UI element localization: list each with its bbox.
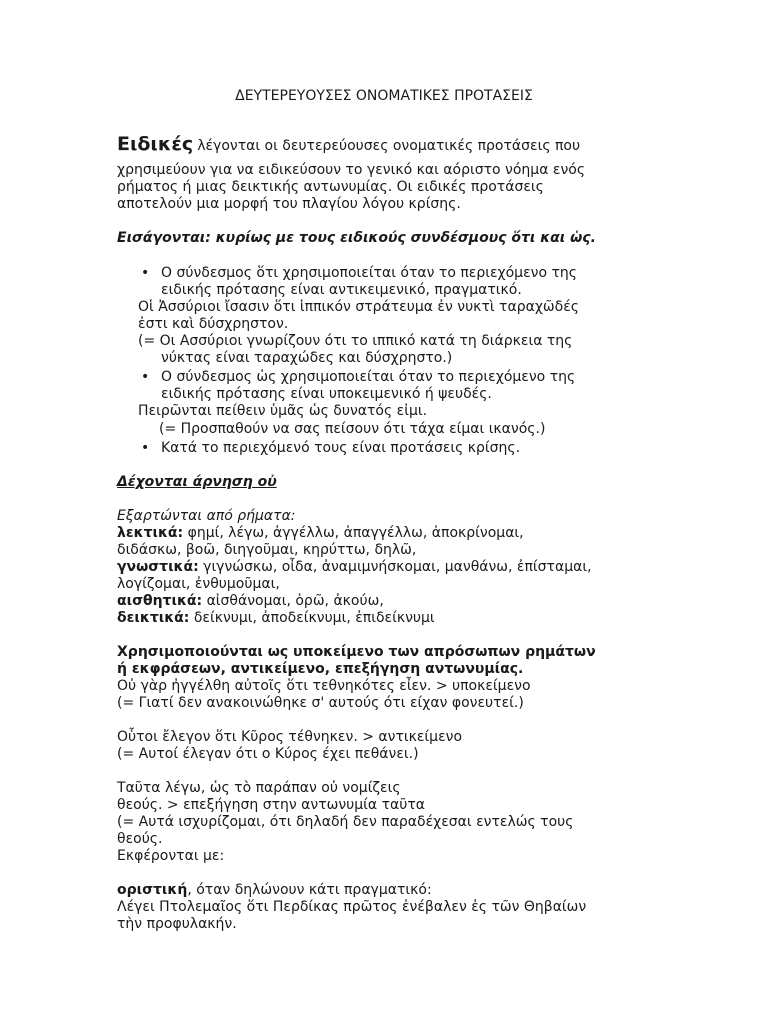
intro-line-2: χρησιμεύουν για να ειδικεύσουν το γενικό και αόριστο νόημα ενός: [117, 162, 586, 178]
example-3-greek-2: θεούς. > επεξήγηση στην αντωνυμία ταῦτα: [117, 797, 425, 813]
bullet-1-example-2: ἐστι καὶ δύσχρηστον.: [138, 316, 289, 332]
intro-term: Ειδικές: [117, 133, 194, 155]
example-3-translation-2: θεούς.: [117, 831, 163, 847]
intro-text-1: λέγονται οι δευτερεύουσες ονοματικές προτάσεις που: [197, 138, 581, 154]
gnostika-verbs-1: γιγνώσκω, οἶδα, ἀναμιμνήσκομαι, μανθάνω, ἐπίσταμαι,: [203, 559, 592, 575]
oristiki-line: [117, 882, 432, 899]
expressed-with: Εκφέρονται με:: [117, 848, 225, 864]
bullet-marker-3: •: [141, 440, 150, 456]
bullet-2-line-1: Ο σύνδεσμος ὡς χρησιμοποιείται όταν το περιεχόμενο της: [161, 369, 576, 385]
intro-line-4: αποτελούν μια μορφή του πλαγίου λόγου κρίσης.: [117, 196, 461, 212]
example-2-greek: Οὗτοι ἔλεγον ὅτι Κῦρος τέθνηκεν. > αντικείμενο: [117, 729, 463, 745]
aisthitika-verbs: αἰσθάνομαι, ὁρῶ, ἀκούω,: [206, 593, 384, 609]
bullet-1-translation-2: νύκτας είναι ταραχώδες και δύσχρηστο.): [161, 350, 453, 366]
depend-heading: Εξαρτώνται από ρήματα:: [117, 508, 296, 524]
example-1-translation: (= Γιατί δεν ανακοινώθηκε σ' αυτούς ότι είχαν φονευτεί.): [117, 695, 524, 711]
oristiki-text: , όταν δηλώνουν κάτι πραγματικό:: [187, 882, 432, 898]
aisthitika-label: αισθητικά:: [117, 593, 203, 609]
usage-heading-2: ή εκφράσεων, αντικείμενο, επεξήγηση αντωνυμίας.: [117, 661, 524, 677]
bullet-1-translation-1: (= Οι Ασσύριοι γνωρίζουν ότι το ιππικό κατά τη διάρκεια της: [138, 333, 573, 349]
aisthitika-line: [117, 593, 384, 610]
gnostika-line-1: [117, 559, 592, 576]
oristiki-label: οριστική: [117, 882, 188, 898]
example-1-greek: Οὐ γὰρ ἠγγέλθη αὐτοῖς ὅτι τεθνηκότες εἶεν. > υποκείμενο: [117, 678, 531, 694]
bullet-2-line-2: ειδικής πρότασης είναι υποκειμενικό ή ψευδές.: [161, 386, 492, 402]
introduced-heading: Εισάγονται: κυρίως με τους ειδικούς συνδέσμους ὅτι και ὡς.: [117, 230, 596, 246]
intro-line-1: [117, 133, 581, 155]
gnostika-label: γνωστικά:: [117, 559, 199, 575]
gnostika-line-2: λογίζομαι, ἐνθυμοῦμαι,: [117, 576, 280, 592]
page-title: ΔΕΥΤΕΡΕΥΟΥΣΕΣ ΟΝΟΜΑΤΙΚΕΣ ΠΡΟΤΑΣΕΙΣ: [235, 88, 533, 104]
bullet-marker-1: •: [141, 265, 150, 281]
example-3-translation-1: (= Αυτά ισχυρίζομαι, ότι δηλαδή δεν παραδέχεσαι εντελώς τους: [117, 814, 574, 830]
deiktika-line: [117, 610, 435, 627]
bullet-3-line-1: Κατά το περιεχόμενό τους είναι προτάσεις κρίσης.: [161, 440, 521, 456]
oristiki-example-2: τὴν προφυλακήν.: [117, 916, 237, 932]
usage-heading-1: Χρησιμοποιούνται ως υποκείμενο των απρόσωπων ρημάτων: [117, 644, 596, 660]
example-3-greek-1: Ταῦτα λέγω, ὡς τὸ παράπαν οὐ νομίζεις: [117, 780, 401, 796]
oristiki-example-1: Λέγει Πτολεμαῖος ὅτι Περδίκας πρῶτος ἐνέβαλεν ἐς τῶν Θηβαίων: [117, 899, 587, 915]
bullet-1-line-1: Ο σύνδεσμος ὅτι χρησιμοποιείται όταν το περιεχόμενο της: [161, 265, 578, 281]
bullet-2-translation-1: (= Προσπαθούν να σας πείσουν ότι τάχα είμαι ικανός.): [159, 421, 546, 437]
bullet-1-line-2: ειδικής πρότασης είναι αντικειμενικό, πραγματικό.: [161, 282, 522, 298]
example-2-translation: (= Αυτοί έλεγαν ότι ο Κύρος έχει πεθάνει.): [117, 746, 419, 762]
bullet-2-example-1: Πειρῶνται πείθειν ὑμᾶς ὡς δυνατός εἰμι.: [138, 403, 428, 419]
bullet-marker-2: •: [141, 369, 150, 385]
lektika-label: λεκτικά:: [117, 525, 184, 541]
lektika-line-1: [117, 525, 524, 542]
negation-heading: Δέχονται άρνηση οὐ: [117, 474, 277, 490]
lektika-verbs-1: φημί, λέγω, ἀγγέλλω, ἀπαγγέλλω, ἀποκρίνομαι,: [187, 525, 524, 541]
bullet-1-example-1: Οἱ Ἀσσύριοι ἴσασιν ὅτι ἱππικόν στράτευμα ἐν νυκτὶ ταραχῶδές: [138, 299, 579, 315]
intro-line-3: ρήματος ή μιας δεικτικής αντωνυμίας. Οι ειδικές προτάσεις: [117, 179, 544, 195]
deiktika-label: δεικτικά:: [117, 610, 190, 626]
deiktika-verbs: δείκνυμι, ἀποδείκνυμι, ἐπιδείκνυμι: [193, 610, 435, 626]
lektika-line-2: διδάσκω, βοῶ, διηγοῦμαι, κηρύττω, δηλῶ,: [117, 542, 417, 558]
